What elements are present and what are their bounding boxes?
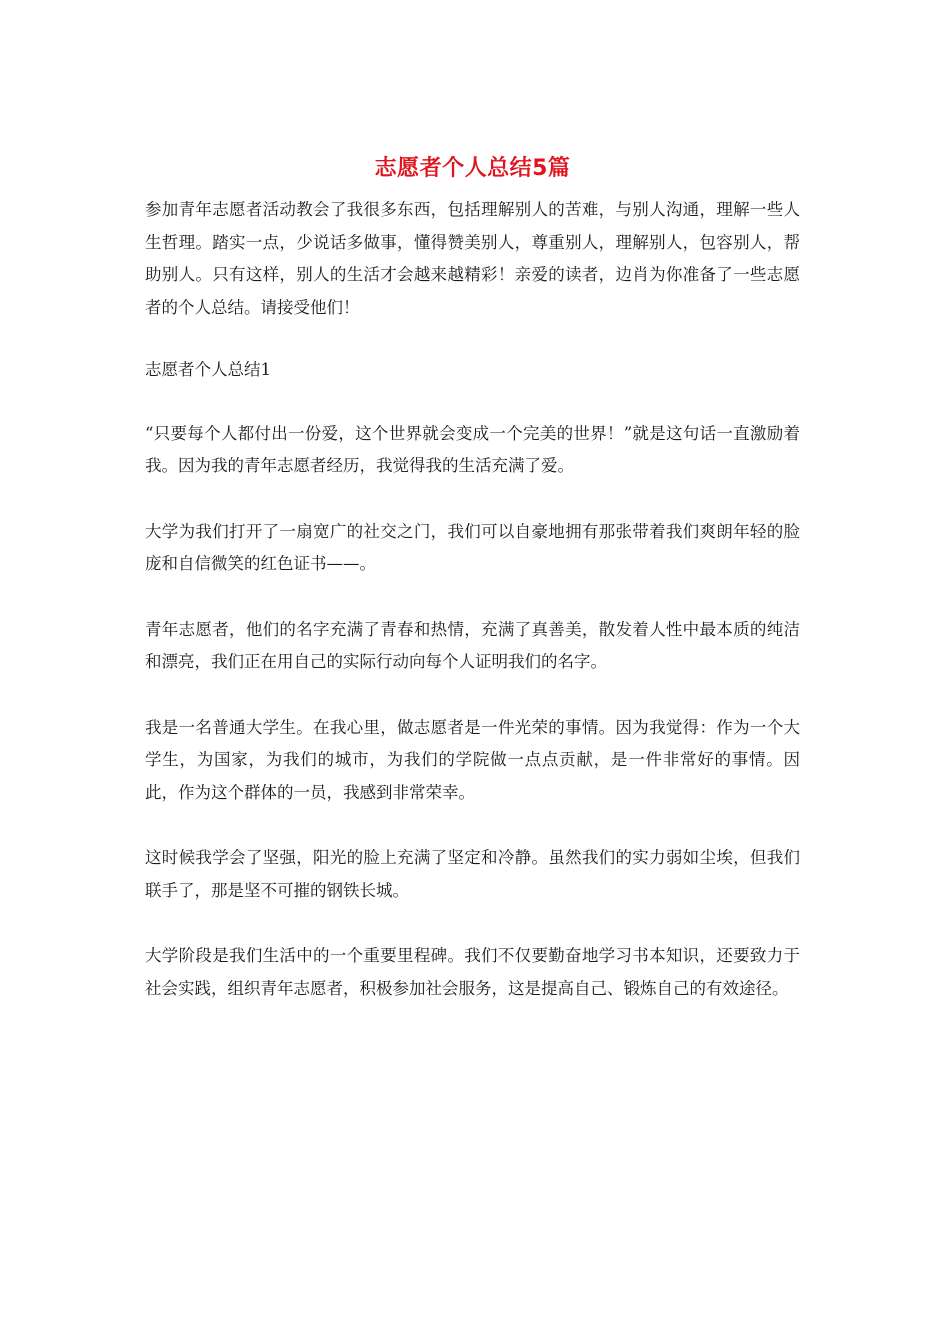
body-paragraph-1: “只要每个人都付出一份爱，这个世界就会变成一个完美的世界！”就是这句话一直激励着我。因为我的青年志愿者经历，我觉得我的生活充满了爱。 — [145, 423, 800, 475]
body-paragraph-5: 这时候我学会了坚强，阳光的脸上充满了坚定和冷静。虽然我们的实力弱如尘埃，但我们联手了，那是坚不可摧的钢铁长城。 — [145, 848, 800, 900]
intro-paragraph: 参加青年志愿者活动教会了我很多东西，包括理解别人的苦难，与别人沟通，理解一些人生哲理。踏实一点，少说话多做事，懂得赞美别人，尊重别人，理解别人，包容别人，帮助别人。只有这样，别人的生活才会越来越精彩！亲爱的读者，边肖为你准备了一些志愿者的个人总结。请接受他们！ — [145, 200, 800, 317]
section-heading: 志愿者个人总结1 — [145, 360, 271, 379]
body-paragraph-4: 我是一名普通大学生。在我心里，做志愿者是一件光荣的事情。因为我觉得：作为一个大学生，为国家，为我们的城市，为我们的学院做一点点贡献，是一件非常好的事情。因此，作为这个群体的一员，我感到非常荣幸。 — [145, 717, 800, 802]
body-paragraph-6: 大学阶段是我们生活中的一个重要里程碑。我们不仅要勤奋地学习书本知识，还要致力于社会实践，组织青年志愿者，积极参加社会服务，这是提高自己、锻炼自己的有效途径。 — [145, 946, 800, 998]
body-paragraph-3: 青年志愿者，他们的名字充满了青春和热情，充满了真善美，散发着人性中最本质的纯洁和漂亮，我们正在用自己的实际行动向每个人证明我们的名字。 — [145, 619, 800, 671]
document-body — [145, 150, 800, 1038]
document-title: 志愿者个人总结5篇 — [374, 156, 571, 181]
body-paragraph-2: 大学为我们打开了一扇宽广的社交之门，我们可以自豪地拥有那张带着我们爽朗年轻的脸庞和自信微笑的红色证书——。 — [145, 521, 800, 573]
